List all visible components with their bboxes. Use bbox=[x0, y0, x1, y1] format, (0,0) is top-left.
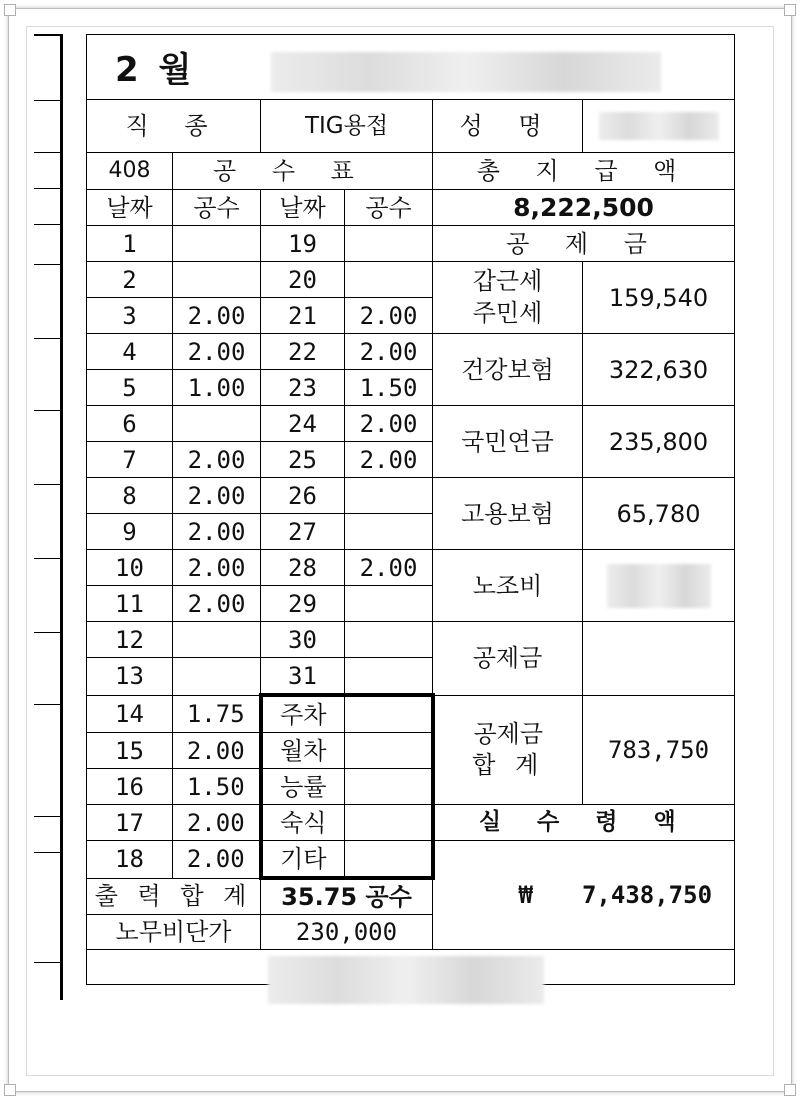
day-cell: 6 bbox=[87, 406, 173, 442]
sheet-code: 408 bbox=[87, 153, 173, 190]
day-cell: 29 bbox=[261, 586, 345, 622]
day-cell: 20 bbox=[261, 262, 345, 298]
redacted-footer-info bbox=[268, 956, 544, 1004]
month-title-cell bbox=[87, 35, 735, 100]
work-cell: 2.00 bbox=[173, 586, 261, 622]
work-cell bbox=[345, 622, 433, 658]
pension-label: 국민연금 bbox=[433, 406, 583, 478]
day-cell: 8 bbox=[87, 478, 173, 514]
frame-corner bbox=[4, 1084, 16, 1096]
work-cell bbox=[345, 514, 433, 550]
day-cell: 5 bbox=[87, 370, 173, 406]
day-cell: 19 bbox=[261, 226, 345, 262]
day-cell: 27 bbox=[261, 514, 345, 550]
net-pay-label: 실 수 령 액 bbox=[433, 805, 735, 841]
day-cell: 14 bbox=[87, 695, 173, 733]
day-cell: 26 bbox=[261, 478, 345, 514]
extra-value bbox=[345, 769, 433, 805]
deduction-label: 공제금 bbox=[433, 622, 583, 696]
extra-label: 주차 bbox=[261, 695, 345, 733]
work-cell: 2.00 bbox=[345, 406, 433, 442]
deduction-total-value: 783,750 bbox=[583, 695, 735, 805]
employment-insurance-value: 65,780 bbox=[583, 478, 735, 550]
work-cell bbox=[345, 586, 433, 622]
work-cell bbox=[345, 262, 433, 298]
pension-value: 235,800 bbox=[583, 406, 735, 478]
frame-corner bbox=[4, 4, 16, 16]
work-header: 공수 bbox=[345, 190, 433, 226]
work-cell bbox=[173, 658, 261, 696]
day-cell: 23 bbox=[261, 370, 345, 406]
payslip-table bbox=[86, 34, 735, 985]
timesheet-label: 공 수 표 bbox=[173, 153, 433, 190]
work-cell: 2.00 bbox=[345, 298, 433, 334]
work-cell: 2.00 bbox=[173, 298, 261, 334]
work-cell bbox=[173, 406, 261, 442]
day-cell: 10 bbox=[87, 550, 173, 586]
day-cell: 17 bbox=[87, 805, 173, 841]
work-cell: 2.00 bbox=[345, 550, 433, 586]
gross-value: 8,222,500 bbox=[433, 190, 735, 226]
day-cell: 16 bbox=[87, 769, 173, 805]
redacted-name bbox=[599, 112, 719, 140]
day-cell: 13 bbox=[87, 658, 173, 696]
day-cell: 9 bbox=[87, 514, 173, 550]
work-cell bbox=[173, 226, 261, 262]
work-cell: 2.00 bbox=[345, 442, 433, 478]
union-fee-value-cell bbox=[583, 550, 735, 622]
extra-value bbox=[345, 841, 433, 879]
extra-label: 월차 bbox=[261, 733, 345, 769]
work-cell: 2.00 bbox=[173, 442, 261, 478]
health-insurance-value: 322,630 bbox=[583, 334, 735, 406]
name-label: 성 명 bbox=[433, 100, 583, 153]
work-header: 공수 bbox=[173, 190, 261, 226]
day-cell: 1 bbox=[87, 226, 173, 262]
union-fee-label: 노조비 bbox=[433, 550, 583, 622]
income-tax-label bbox=[433, 262, 583, 334]
extra-label: 능률 bbox=[261, 769, 345, 805]
day-cell: 4 bbox=[87, 334, 173, 370]
month-title: 2 월 bbox=[115, 50, 196, 91]
labor-rate-value: 230,000 bbox=[261, 915, 433, 950]
job-label: 직 종 bbox=[87, 100, 261, 153]
extra-value bbox=[345, 733, 433, 769]
labor-rate-label: 노무비단가 bbox=[87, 915, 261, 950]
work-cell: 2.00 bbox=[173, 550, 261, 586]
frame-corner bbox=[784, 1084, 796, 1096]
extra-value bbox=[345, 695, 433, 733]
frame-corner bbox=[784, 4, 796, 16]
extra-value bbox=[345, 805, 433, 841]
total-output-label: 출 력 합 계 bbox=[87, 878, 261, 915]
previous-page-strip bbox=[34, 34, 63, 1000]
employment-insurance-label: 고용보험 bbox=[433, 478, 583, 550]
deduction-total-label bbox=[433, 695, 583, 805]
day-cell: 28 bbox=[261, 550, 345, 586]
day-cell: 24 bbox=[261, 406, 345, 442]
work-cell: 1.50 bbox=[173, 769, 261, 805]
work-cell bbox=[345, 478, 433, 514]
day-cell: 11 bbox=[87, 586, 173, 622]
health-insurance-label: 건강보험 bbox=[433, 334, 583, 406]
deduction-value bbox=[583, 622, 735, 696]
work-cell bbox=[345, 658, 433, 696]
income-tax-label-1: 갑근세 bbox=[472, 267, 543, 296]
work-cell: 2.00 bbox=[173, 805, 261, 841]
job-value: TIG용접 bbox=[261, 100, 433, 153]
gross-label: 총 지 급 액 bbox=[433, 153, 735, 190]
work-cell: 2.00 bbox=[173, 841, 261, 879]
income-tax-label-2: 주민세 bbox=[472, 298, 543, 327]
day-cell: 7 bbox=[87, 442, 173, 478]
work-cell: 2.00 bbox=[173, 733, 261, 769]
currency-symbol: ₩ bbox=[518, 881, 533, 909]
day-cell: 15 bbox=[87, 733, 173, 769]
extra-label: 기타 bbox=[261, 841, 345, 879]
work-cell bbox=[345, 226, 433, 262]
day-cell: 22 bbox=[261, 334, 345, 370]
work-cell bbox=[173, 262, 261, 298]
name-value-cell bbox=[583, 100, 735, 153]
deduction-total-label-2: 합 계 bbox=[472, 750, 545, 779]
day-cell: 3 bbox=[87, 298, 173, 334]
work-cell: 1.50 bbox=[345, 370, 433, 406]
day-header: 날짜 bbox=[261, 190, 345, 226]
day-cell: 25 bbox=[261, 442, 345, 478]
deduction-header: 공 제 금 bbox=[433, 226, 735, 262]
work-cell: 2.00 bbox=[173, 478, 261, 514]
deduction-total-label-1: 공제금 bbox=[473, 719, 544, 748]
day-header: 날짜 bbox=[87, 190, 173, 226]
income-tax-value: 159,540 bbox=[583, 262, 735, 334]
day-cell: 30 bbox=[261, 622, 345, 658]
work-cell: 2.00 bbox=[345, 334, 433, 370]
net-pay-cell bbox=[433, 841, 735, 950]
day-cell: 18 bbox=[87, 841, 173, 879]
day-cell: 2 bbox=[87, 262, 173, 298]
day-cell: 31 bbox=[261, 658, 345, 696]
work-cell: 1.00 bbox=[173, 370, 261, 406]
work-cell bbox=[173, 622, 261, 658]
extra-label: 숙식 bbox=[261, 805, 345, 841]
redacted-header-info bbox=[271, 52, 661, 92]
redacted-union-fee bbox=[607, 564, 711, 608]
payslip-sheet bbox=[86, 34, 734, 1000]
net-pay-value: 7,438,750 bbox=[581, 881, 713, 909]
total-output-value: 35.75 공수 bbox=[261, 878, 433, 915]
day-cell: 12 bbox=[87, 622, 173, 658]
work-cell: 1.75 bbox=[173, 695, 261, 733]
day-cell: 21 bbox=[261, 298, 345, 334]
work-cell: 2.00 bbox=[173, 514, 261, 550]
work-cell: 2.00 bbox=[173, 334, 261, 370]
